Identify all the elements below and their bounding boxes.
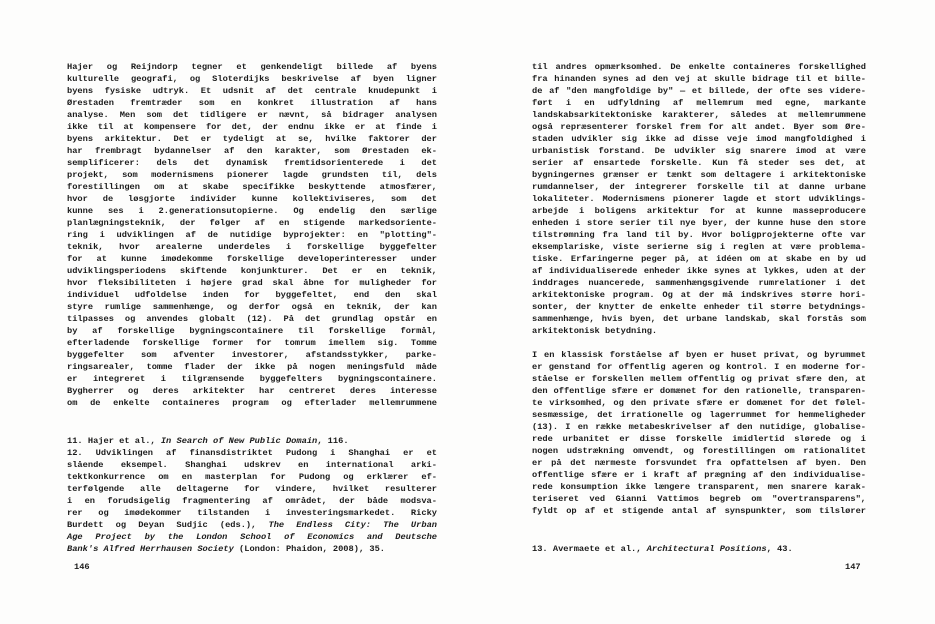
text-segment: planlægningsteknik, der følger af en stigende markedsoriente- <box>67 218 437 228</box>
text-line <box>67 133 437 145</box>
text-segment: Burdett og Deyan Sudjic (eds.), <box>67 520 269 530</box>
text-segment: kulturelle geografi, og Sloterdijks beskrivelse af byen ligner <box>67 74 437 84</box>
text-line <box>532 241 866 253</box>
text-segment: nogen udstrækning omvendt, og forestillingen om rationalitet <box>532 446 866 456</box>
text-line <box>67 181 437 193</box>
text-segment: tektkonkurrence om en masterplan for Pudong og erklærer ef- <box>67 472 437 482</box>
text-line <box>532 301 866 313</box>
text-line <box>67 253 437 265</box>
text-line <box>532 181 866 193</box>
text-line <box>532 469 866 481</box>
text-line <box>67 531 437 543</box>
text-segment: (13). I en række metabeskrivelser af den nutidige, globalise- <box>532 422 866 432</box>
text-line <box>67 289 437 301</box>
text-segment: er genstand for offentlig ageren og kontrol. I en moderne for- <box>532 362 866 372</box>
text-line <box>67 217 437 229</box>
text-segment: i en forudsigelig fragmentering af området, der både modsva- <box>67 496 437 506</box>
text-line <box>532 421 866 433</box>
text-line <box>67 507 437 519</box>
text-segment: om de enkelte containeres program og efterlader mellemrummene <box>67 398 437 408</box>
text-segment: 12. Udviklingen af finansdistriktet Pudong i Shanghai er et <box>67 448 437 458</box>
text-segment: Hajer og Reijndorp tegner et genkendeligt billede af byens <box>67 62 437 72</box>
text-segment: enheden i store serier til nye byer, der kunne huse den store <box>532 218 866 228</box>
text-line <box>67 373 437 385</box>
text-segment: ring i udviklingen af de nutidige byprojekter: en "plotting"- <box>67 230 437 240</box>
text-line <box>532 193 866 205</box>
text-segment: er integreret i tilgrænsende byggefelters bygningscontainere. <box>67 374 437 384</box>
text-segment: rer og imødekommer tilstanden i investeringsmarkedet. Ricky <box>67 508 437 518</box>
text-segment: byens arkitektur. Det er tydeligt at se, hvilke faktorer der <box>67 134 437 144</box>
text-segment: ført i en udfyldning af mellemrum med egne, markante <box>532 98 866 108</box>
text-segment: rede urbanitet er disse forskelle imidlertid slørede og i <box>532 434 866 444</box>
text-line <box>67 313 437 325</box>
text-line <box>532 121 866 133</box>
text-line <box>67 483 437 495</box>
paragraph <box>67 435 437 447</box>
text-line <box>67 61 437 73</box>
text-line <box>532 253 866 265</box>
text-segment: analyse. Men som det tidligere er nævnt, så bidrager analysen <box>67 110 437 120</box>
text-line <box>532 73 866 85</box>
left-page-footnotes <box>67 435 437 555</box>
text-line <box>532 385 866 397</box>
text-segment: er på det nærmeste forsvundet fra opfattelsen af byen. Den <box>532 458 866 468</box>
text-segment: forestillingen om at skabe specifikke beskyttende atmosfærer, <box>67 182 437 192</box>
text-segment: landskabsarkitektoniske karakterer, således at mellemrummene <box>532 110 866 120</box>
text-line <box>67 205 437 217</box>
paragraph <box>532 349 866 517</box>
text-line <box>67 543 437 555</box>
text-line <box>532 265 866 277</box>
text-line <box>67 459 437 471</box>
text-segment: eksemplariske, viste serierne sig i reglen at være problema- <box>532 242 866 252</box>
text-segment: projekt, som modernismens pionerer lagde grundsten til, dels <box>67 170 437 180</box>
text-line <box>67 265 437 277</box>
text-line <box>67 447 437 459</box>
text-line <box>532 61 866 73</box>
text-line <box>67 97 437 109</box>
text-line <box>67 325 437 337</box>
text-segment: udviklingsperiodens skiftende konjunkturer. Det er en teknik, <box>67 266 437 276</box>
text-line <box>67 337 437 349</box>
text-line <box>532 433 866 445</box>
text-line <box>67 85 437 97</box>
text-line <box>67 471 437 483</box>
right-page-body-text <box>532 61 866 517</box>
text-line <box>67 361 437 373</box>
text-segment: 11. Hajer et al., <box>67 436 161 446</box>
text-segment: Ørestaden fremtræder som en konkret illustration af hans <box>67 98 437 108</box>
text-line <box>532 109 866 121</box>
text-segment: by af forskellige bygningscontainere til forskellige formål, <box>67 326 437 336</box>
right-page-number: 147 <box>845 562 861 572</box>
text-line <box>532 361 866 373</box>
text-segment: de af "den mangfoldige by" — et billede, der ofte ses videre- <box>532 86 866 96</box>
italic-text: Age Project by the London School of Economics and Deutsche <box>67 532 437 542</box>
text-segment: (London: Phaidon, 2008), 35. <box>233 544 386 554</box>
text-line <box>67 121 437 133</box>
text-line <box>67 241 437 253</box>
italic-text: Architectural Positions <box>646 544 767 554</box>
text-line <box>532 373 866 385</box>
text-segment: terfølgende alle deltagerne for vindere, hvilket resulterer <box>67 484 437 494</box>
text-segment: semplificerer: dels det dynamisk fremtidsorienterede i det <box>67 158 437 168</box>
text-line <box>67 435 437 447</box>
paragraph <box>67 61 437 409</box>
text-segment: ringsarealer, tomme flader der ikke på nogen meningsfuld måde <box>67 362 437 372</box>
text-line <box>67 397 437 409</box>
paragraph <box>532 543 866 555</box>
text-segment: lokaliteter. Modernismens pionerer lagde et stort udviklings- <box>532 194 866 204</box>
text-line <box>67 169 437 181</box>
text-segment: tiske. Erfaringerne peger på, at idéen om at skabe en by ud <box>532 254 866 264</box>
text-segment: arkitektoniske program. Og at der må indskrives større hori- <box>532 290 866 300</box>
text-line <box>67 277 437 289</box>
text-segment: kunne ses i 2.generationsutopierne. Og endelig den særlige <box>67 206 437 216</box>
text-line <box>67 193 437 205</box>
text-segment: til andres opmærksomhed. De enkelte containeres forskellighed <box>532 62 866 72</box>
text-segment: serier af ensartede forskelle. Kun få steder ses det, at <box>532 158 866 168</box>
text-segment: offentlige sfære er i kraft af prægning af den individualise- <box>532 470 866 480</box>
right-page-footnotes <box>532 543 866 555</box>
text-segment: ståelse er forskellen mellem offentlig og privat sfære den, at <box>532 374 866 384</box>
text-line <box>532 445 866 457</box>
text-line <box>532 325 866 337</box>
text-segment: rede konsumption ikke længere transparent, men snarere karak- <box>532 482 866 492</box>
text-line <box>532 313 866 325</box>
text-segment: også repræsenterer forskel frem for alt andet. Byer som Øre- <box>532 122 866 132</box>
text-line <box>67 301 437 313</box>
text-line <box>532 543 866 555</box>
text-segment: , 116. <box>317 436 349 446</box>
text-line <box>67 157 437 169</box>
text-segment: 13. Avermaete et al., <box>532 544 647 554</box>
text-segment: byens fysiske udtryk. Et udsnit af det centrale knudepunkt i <box>67 86 437 96</box>
left-page-number: 146 <box>74 562 90 572</box>
text-line <box>532 205 866 217</box>
text-segment: I en klassisk forståelse af byen er huset privat, og byrummet <box>532 350 866 360</box>
left-page-body-text <box>67 61 437 409</box>
text-line <box>532 349 866 361</box>
text-segment: , 43. <box>766 544 793 554</box>
text-segment: ikke til at kompensere for det, der endnu ikke er at finde i <box>67 122 437 132</box>
text-segment: teknik, hvor arealerne underdeles i forskellige byggefelter <box>67 242 437 252</box>
text-line <box>532 481 866 493</box>
left-page <box>67 61 437 555</box>
text-segment: arkitektonisk betydning. <box>532 326 658 336</box>
italic-text: In Search of New Public Domain <box>160 436 318 446</box>
text-segment: urbanistisk forstand. De udvikler sig snarere imod at være <box>532 146 866 156</box>
text-line <box>67 109 437 121</box>
text-line <box>532 277 866 289</box>
text-line <box>532 145 866 157</box>
text-line <box>67 385 437 397</box>
text-line <box>532 157 866 169</box>
text-segment: hvor de løsgjorte individer kunne kollektiviseres, som det <box>67 194 437 204</box>
text-line <box>67 73 437 85</box>
text-segment: bygningernes grænser er tænkt som deltagere i arkitektoniske <box>532 170 866 180</box>
text-segment: sesmæssige, det irrationelle og lagerrummet for hemmeligheder <box>532 410 866 420</box>
text-segment: fyldt op af et stigende antal af synspunkter, som tilslører <box>532 506 866 516</box>
text-segment: tilstrømning fra land til by. Hvor boligprojekterne ofte var <box>532 230 866 240</box>
text-segment: individuel udfoldelse inden for byggefeltet, end den skal <box>67 290 437 300</box>
italic-text: The Endless City: The Urban <box>268 520 437 530</box>
text-line <box>532 169 866 181</box>
text-segment: for at kunne imødekomme forskellige developerinteresser under <box>67 254 437 264</box>
text-line <box>532 289 866 301</box>
right-page <box>532 61 866 555</box>
text-segment: tilpasses og anvendes globalt (12). På det grundlag opstår en <box>67 314 437 324</box>
text-line <box>532 85 866 97</box>
text-line <box>67 349 437 361</box>
text-segment: sammenhænge, hvis byen, det urbane landskab, skal forstås som <box>532 314 866 324</box>
text-segment: inddrages nuancerede, sammenhængsgivende rumrelationer i det <box>532 278 866 288</box>
text-line <box>67 229 437 241</box>
text-segment: har frembragt bydannelser af den karakter, som Ørestaden ek- <box>67 146 437 156</box>
text-line <box>532 457 866 469</box>
text-line <box>532 229 866 241</box>
text-segment: byggefelter som afventer investorer, afstandsstykker, parke- <box>67 350 437 360</box>
text-line <box>532 133 866 145</box>
paragraph <box>532 61 866 337</box>
text-line <box>532 397 866 409</box>
text-segment: rumdannelser, der integrerer forskelle til at danne urbane <box>532 182 866 192</box>
text-segment: efterladende forskellige former for tomrum imellem sig. Tomme <box>67 338 437 348</box>
text-segment: arbejde i boligens arkitektur for at kunne masseproducere <box>532 206 866 216</box>
text-segment: den offentlige sfære er domænet for den rationelle, transparen- <box>532 386 866 396</box>
text-segment: sonter, der knytter de enkelte enheder til større betydnings- <box>532 302 866 312</box>
text-line <box>67 145 437 157</box>
text-segment: fra hinanden synes ad den vej at skulle bidrage til et bille- <box>532 74 866 84</box>
text-segment: te virksomhed, og den private sfære er domænet for det følel- <box>532 398 866 408</box>
paragraph <box>67 447 437 555</box>
italic-text: Bank's Alfred Herrhausen Society <box>67 544 234 554</box>
text-line <box>67 495 437 507</box>
text-segment: Bygherrer og deres arkitekter har centreret deres interesse <box>67 386 437 396</box>
text-line <box>532 97 866 109</box>
text-line <box>532 493 866 505</box>
text-line <box>532 409 866 421</box>
text-segment: slående eksempel. Shanghai udskrev en international arki- <box>67 460 437 470</box>
text-line <box>67 519 437 531</box>
text-line <box>532 217 866 229</box>
text-line <box>532 505 866 517</box>
text-segment: hvor fleksibiliteten i højere grad skal åbne for muligheder for <box>67 278 437 288</box>
text-segment: styre rumlige sammenhænge, og derfor også en teknik, der kan <box>67 302 437 312</box>
text-segment: staden udvikler sig ikke ad disse veje imod mangfoldighed i <box>532 134 866 144</box>
text-segment: af individualiserede enheder ikke synes at lykkes, uden at der <box>532 266 866 276</box>
text-segment: teriseret ved Gianni Vattimos begreb om "overtransparens", <box>532 494 866 504</box>
